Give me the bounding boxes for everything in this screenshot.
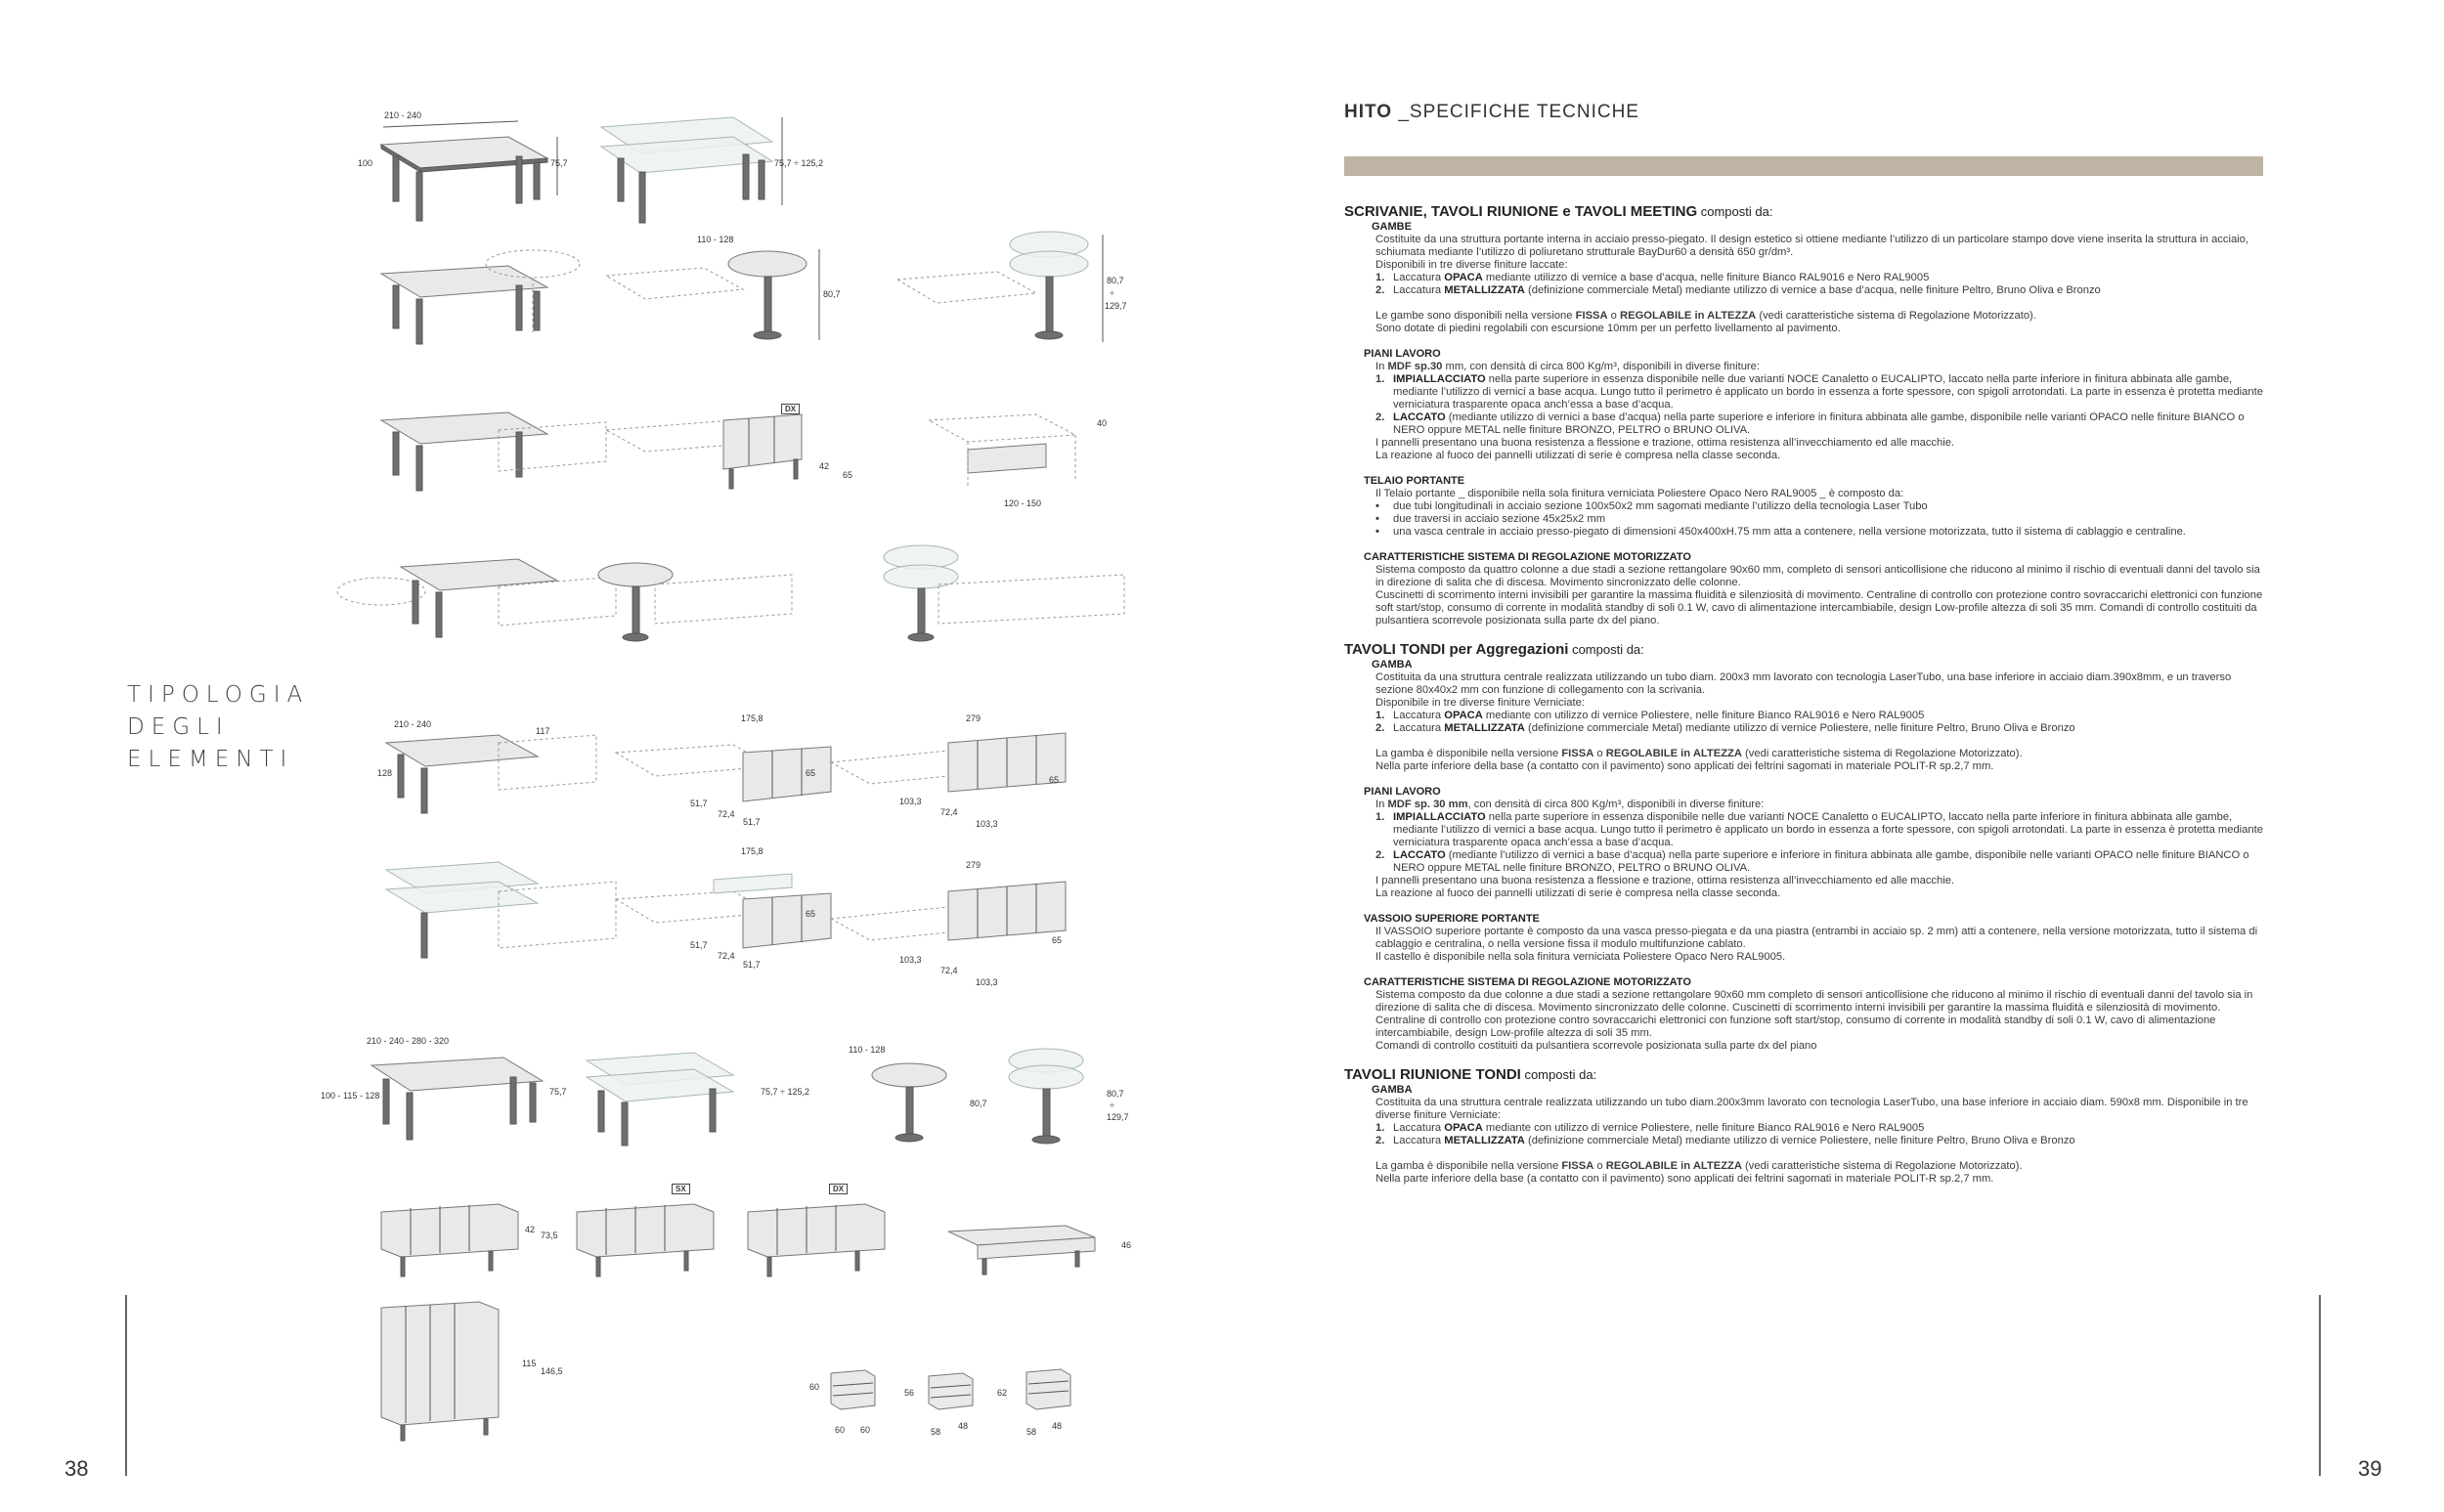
drawing-low-bench: [948, 1226, 1095, 1274]
spec-section-round-meeting-tables: [1344, 1066, 2263, 1186]
dim-label: 72,4: [718, 809, 735, 819]
drawing-desk-fixed: [381, 121, 557, 221]
dim-label: 72,4: [940, 807, 958, 817]
list-item: 1. Laccatura OPACA mediante con utilizzo di vernice Poliestere, nelle finiture Bianco RAL9016 e Nero RAL9005: [1375, 1122, 1925, 1134]
dim-label: 120 - 150: [1004, 498, 1042, 508]
dim-label: 75,7 ÷ 125,2: [761, 1087, 809, 1097]
brand-name: HITO: [1344, 102, 1393, 122]
section-title-line-3: ELEMENTI: [127, 747, 294, 772]
dim-label: 146,5: [541, 1366, 563, 1376]
dim-label: 51,7: [743, 960, 761, 970]
dim-label: 117: [536, 726, 550, 736]
dim-label: 56: [904, 1388, 915, 1398]
dim-label: 65: [806, 768, 816, 778]
dim-label: 100: [358, 158, 373, 168]
dim-label: 48: [1052, 1421, 1063, 1431]
list-item: 2. Laccatura METALLIZZATA (definizione commerciale Metal) mediante utilizzo di vernice a base d’acqua, nelle finiture Peltro, Bruno Oliva e Bronzo: [1375, 284, 2101, 296]
drawing-desk-adjustable: [601, 117, 782, 223]
dim-label: 210 - 240 - 280 - 320: [367, 1036, 450, 1046]
section-heading: TAVOLI RIUNIONE TONDI composti da:: [1344, 1066, 1597, 1083]
subheading-gamba: GAMBA: [1372, 1084, 1413, 1096]
dim-label: 72,4: [718, 951, 735, 961]
dim-label: 51,7: [743, 817, 761, 827]
paragraph: Costituita da una struttura centrale realizzata utilizzando un tubo diam. 200x3 mm lavorato con tecnologia LaserTubo, una base inferiore in acciaio diam.390x8mm, e un traverso sezione 80x40x2 mm con funzione di collegamento con la scrivania.: [1375, 671, 2232, 696]
paragraph: Il castello è disponibile nella sola finitura verniciata Poliestere Opaco Nero RAL9005.: [1375, 951, 1786, 963]
page-title-suffix: _SPECIFICHE TECNICHE: [1392, 102, 1639, 122]
dim-label: 103,3: [976, 977, 998, 987]
subheading-piani: PIANI LAVORO: [1364, 348, 1441, 360]
drawing-round-table-fixed: [606, 249, 819, 340]
list-item: 1. Laccatura OPACA mediante con utilizzo di vernice Poliestere, nelle finiture Bianco RAL9016 e Nero RAL9005: [1375, 710, 1925, 721]
dim-label: 42: [525, 1225, 536, 1234]
right-margin-rule: [2319, 1295, 2321, 1476]
tag-sx: SX: [672, 1184, 690, 1194]
paragraph: Sono dotate di piedini regolabili con escursione 10mm per un perfetto livellamento al pavimento.: [1375, 323, 1841, 334]
product-drawings: [323, 98, 1202, 1466]
drawing-bench-175: [616, 745, 831, 801]
drawing-desk-adjustable-with-side-unit: [386, 862, 616, 958]
spec-section-round-tables: [1344, 641, 2263, 1053]
drawing-round-table-aggregation-adjustable: [884, 545, 1124, 641]
drawing-sideboard-dx: [748, 1204, 885, 1276]
paragraph: Il Telaio portante _ disponibile nella sola finitura verniciata Poliestere Opaco Nero RAL9005 _ è composto da:: [1375, 488, 1904, 499]
drawing-round-meeting-fixed: [872, 1063, 946, 1142]
drawing-round-meeting-adjustable: [1009, 1049, 1083, 1144]
paragraph: I pannelli presentano una buona resistenza a flessione e trazione, ottima resistenza all’invecchiamento ed alle macchie.: [1375, 875, 1955, 886]
dim-label: 100 - 115 - 128: [321, 1091, 380, 1101]
subheading-vassoio: VASSOIO SUPERIORE PORTANTE: [1364, 913, 1540, 925]
paragraph: Cuscinetti di scorrimento interni invisibili per garantire la massima fluidità e silenziosità di movimento. Centraline di controllo con protezione contro sovraccarichi elettronici con funzione soft start/stop, consumo di corrente in modalità standby di soli 0.1 W, cavo di alimentazione intercambiabile, design Low-profile altezza di soli 35 mm. Comandi di controllo costituiti da pulsantiera scorrevole posizionata sulla parte dx del piano.: [1375, 589, 2263, 626]
dim-label: 65: [1052, 935, 1063, 945]
dim-label: 65: [806, 909, 816, 919]
drawing-desk-with-credenza: [381, 412, 606, 491]
paragraph: In MDF sp.30 mm, con densità di circa 800 Kg/m³, disponibili in diverse finiture:: [1375, 361, 1760, 372]
dim-label: 60: [835, 1425, 846, 1435]
paragraph: Costituite da una struttura portante interna in acciaio presso-piegato. Il design estetico si ottiene mediante l’utilizzo di un particolare stampo dove viene inserita la struttura in acciaio, schiumata mediante l’utilizzo di poliuretano strutturale BayDur60 a densità 650 gr/dm³.: [1375, 234, 2249, 258]
drawing-sideboard-sx: [577, 1204, 714, 1276]
dim-label: 73,5: [541, 1231, 558, 1240]
section-title-line-2: DEGLI: [127, 714, 230, 740]
dim-label: 62: [997, 1388, 1008, 1398]
dim-label: 279: [966, 713, 982, 723]
dim-label: 175,8: [741, 713, 764, 723]
paragraph: Disponibile in tre diverse finiture Verniciate:: [1375, 697, 1585, 709]
section-title-line-1: TIPOLOGIA: [127, 682, 310, 708]
dim-label: 128: [377, 768, 393, 778]
tag-dx: DX: [781, 404, 800, 414]
bullet-item: • due traversi in acciaio sezione 45x25x2 mm: [1375, 513, 1606, 525]
subheading-gambe: GAMBE: [1372, 221, 1412, 233]
drawing-round-table-adjustable: [897, 232, 1103, 342]
subheading-telaio: TELAIO PORTANTE: [1364, 475, 1465, 487]
dim-label: 80,7: [1107, 1089, 1124, 1099]
dim-label: 58: [931, 1427, 941, 1437]
dim-label: 110 - 128: [849, 1045, 886, 1055]
list-item: 1. IMPIALLACCIATO nella parte superiore in essenza disponibile nelle due varianti NOCE Canaletto o EUCALIPTO, laccato nella parte inferiore in finitura abbinata alle gambe, mediante l’utilizzo di vernici a base acqua. Lungo tutto il perimetro è applicato un bordo in essenza a forte spessore, con spigoli arrotondati. La parte in essenza è protetta mediante verniciatura trasparente opaca anch’essa a base d’acqua.: [1375, 373, 2263, 410]
tag-dx: DX: [829, 1184, 848, 1194]
dim-label: 51,7: [690, 940, 708, 950]
dim-label: 40: [1097, 418, 1108, 428]
dim-label: 75,7: [550, 158, 568, 168]
dim-label: 60: [809, 1382, 820, 1392]
dim-label: 279: [966, 860, 982, 870]
paragraph: La gamba è disponibile nella versione FISSA o REGOLABILE in ALTEZZA (vedi caratteristiche sistema di Regolazione Motorizzato).: [1375, 748, 2023, 759]
dim-label: 80,7: [1107, 276, 1124, 285]
drawing-desk-with-round-table: [381, 250, 580, 344]
dim-label: 48: [958, 1421, 969, 1431]
drawing-bench-279: [831, 733, 1066, 792]
list-item: 2. LACCATO (mediante utilizzo di vernici a base d’acqua) nella parte superiore e inferiore in finitura abbinata alle gambe, disponibile nelle varianti OPACO nelle finiture BIANCO o NERO oppure METAL nelle finiture BRONZO, PELTRO o BRUNO OLIVA.: [1375, 411, 2245, 436]
dim-label: 42: [819, 461, 830, 471]
dim-label: 103,3: [899, 955, 922, 965]
dim-label: 46: [1121, 1240, 1132, 1250]
drawing-meeting-table-fixed: [371, 1058, 543, 1140]
dim-label: 175,8: [741, 846, 764, 856]
paragraph: In MDF sp. 30 mm, con densità di circa 800 Kg/m³, disponibili in diverse finiture:: [1375, 799, 1765, 810]
dim-label: 65: [1049, 775, 1060, 785]
list-item: 1. Laccatura OPACA mediante utilizzo di vernice a base d’acqua, nelle finiture Bianco RAL9016 e Nero RAL9005: [1375, 272, 1930, 283]
drawing-drawer-units: [831, 1369, 1070, 1409]
dim-label: 103,3: [976, 819, 998, 829]
subheading-caratteristiche: CARATTERISTICHE SISTEMA DI REGOLAZIONE MOTORIZZATO: [1364, 551, 1691, 563]
paragraph: Nella parte inferiore della base (a contatto con il pavimento) sono applicati dei feltrini sagomati in materiale POLIT-R sp.2,7 mm.: [1375, 760, 1994, 772]
bullet-item: • due tubi longitudinali in acciaio sezione 100x50x2 mm sagomati mediante l’utilizzo della tecnologia Laser Tubo: [1375, 500, 1928, 512]
paragraph: Il VASSOIO superiore portante è composto da una vasca presso-piegata e da una piastra (entrambi in acciaio sp. 2 mm) atti a contenere, nella versione motorizzata, tutto il sistema di cablaggio e centralina, o nella versione fissa il modulo multifunzione cablato.: [1375, 926, 2258, 950]
paragraph: La reazione al fuoco dei pannelli utilizzati di serie è compresa nella classe seconda.: [1375, 450, 1781, 461]
paragraph: Comandi di controllo costituiti da pulsantiera scorrevole posizionata sulla parte dx del piano: [1375, 1040, 1817, 1052]
list-item: 2. Laccatura METALLIZZATA (definizione commerciale Metal) mediante utilizzo di vernice Poliestere, nelle finiture Peltro, Bruno Oliva e Bronzo: [1375, 722, 2075, 734]
paragraph: Costituita da una struttura centrale realizzata utilizzando un tubo diam.200x3mm lavorato con tecnologia LaserTubo, una base inferiore in acciaio diam. 590x8 mm. Disponibile in tre diverse finiture Verniciate:: [1375, 1097, 2248, 1121]
left-margin-rule: [125, 1295, 127, 1476]
drawing-sideboard: [381, 1204, 518, 1276]
drawing-meeting-table-adjustable: [587, 1053, 733, 1145]
dim-label: 58: [1026, 1427, 1037, 1437]
drawing-credenza-dx: [606, 414, 802, 489]
dim-label: 103,3: [899, 797, 922, 806]
drawing-bench-279-adjustable: [831, 882, 1066, 940]
drawing-round-table-aggregation-fixed: [598, 563, 792, 641]
dim-label: 75,7 ÷ 125,2: [774, 158, 823, 168]
paragraph: Sistema composto da due colonne a due stadi a sezione rettangolare 90x60 mm completo di sensori anticollisione che riducono al minimo il rischio di eventuali danni del tavolo sia in direzione di salita che di discesa. Movimento sincronizzato delle colonne. Cuscinetti di scorrimento interni invisibili per garantire la massima fluidità e silenziosità di movimento. Centraline di controllo con protezione contro sovraccarichi elettronici con funzione soft start/stop, consumo di corrente in modalità standby di soli 0.1 W, cavo di alimentazione intercambiabile, design Low-profile altezza di soli 35 mm.: [1375, 989, 2253, 1039]
dim-label: 115: [522, 1359, 537, 1368]
subheading-piani: PIANI LAVORO: [1364, 786, 1441, 798]
paragraph: Disponibili in tre diverse finiture laccate:: [1375, 259, 1568, 271]
section-title: [127, 679, 309, 776]
dim-label: 210 - 240: [394, 719, 432, 729]
paragraph: Sistema composto da quattro colonne a due stadi a sezione rettangolare 90x60 mm, completo di sensori anticollisione che riducono al minimo il rischio di eventuali danni del tavolo sia in direzione di salita che di discesa. Movimento sincronizzato delle colonne.: [1375, 564, 2260, 588]
dim-label: 75,7: [549, 1087, 567, 1097]
drawing-desk-modesty-panel: [929, 414, 1075, 489]
dim-label: 110 - 128: [697, 235, 734, 244]
dim-label: 210 - 240: [384, 110, 422, 120]
subheading-caratteristiche: CARATTERISTICHE SISTEMA DI REGOLAZIONE MOTORIZZATO: [1364, 976, 1691, 988]
drawing-desk-round-aggregation: [337, 559, 616, 637]
dim-label: 65: [843, 470, 853, 480]
drawing-bench-175-adjustable: [616, 874, 831, 948]
spec-text: [1344, 203, 2263, 1186]
dim-label: ÷: [1110, 1101, 1114, 1110]
list-item: 2. LACCATO (mediante l’utilizzo di vernici a base d’acqua) nella parte superiore e inferiore in finitura abbinata alle gambe, disponibile nelle varianti OPACO nelle finiture BIANCO o NERO oppure METAL nelle finiture BRONZO, PELTRO o BRUNO OLIVA.: [1375, 849, 2249, 874]
list-item: 1. IMPIALLACCIATO nella parte superiore in essenza disponibile nelle due varianti NOCE Canaletto o EUCALIPTO, laccato nella parte inferiore in finitura abbinata alle gambe, mediante l’utilizzo di vernici a base acqua. Lungo tutto il perimetro è applicato un bordo in essenza a forte spessore, con spigoli arrotondati. La parte in essenza è protetta mediante verniciatura trasparente opaca anch’essa a base d’acqua.: [1375, 811, 2263, 848]
dim-label: 80,7: [970, 1099, 987, 1108]
dim-label: 80,7: [823, 289, 841, 299]
drawing-tall-cabinet: [381, 1302, 499, 1441]
paragraph: La reazione al fuoco dei pannelli utilizzati di serie è compresa nella classe seconda.: [1375, 887, 1781, 899]
list-item: 2. Laccatura METALLIZZATA (definizione commerciale Metal) mediante utilizzo di vernice Poliestere, nelle finiture Peltro, Bruno Oliva e Bronzo: [1375, 1135, 2075, 1146]
section-heading: TAVOLI TONDI per Aggregazioni composti da:: [1344, 641, 1644, 658]
dim-label: 60: [860, 1425, 871, 1435]
paragraph: La gamba è disponibile nella versione FISSA o REGOLABILE in ALTEZZA (vedi caratteristiche sistema di Regolazione Motorizzato).: [1375, 1160, 2023, 1172]
page-number-left: 38: [65, 1456, 89, 1481]
spec-section-desks: [1344, 203, 2263, 627]
section-heading: SCRIVANIE, TAVOLI RIUNIONE e TAVOLI MEETING composti da:: [1344, 203, 1773, 220]
drawing-desk-with-side-unit: [386, 735, 596, 813]
dim-label: 51,7: [690, 799, 708, 808]
subheading-gamba: GAMBA: [1372, 659, 1413, 670]
bullet-item: • una vasca centrale in acciaio presso-piegato di dimensioni 450x400xH.75 mm atta a contenere, nella versione motorizzata, tutto il sistema di cablaggio e centraline.: [1375, 526, 2186, 538]
paragraph: Nella parte inferiore della base (a contatto con il pavimento) sono applicati dei feltrini sagomati in materiale POLIT-R sp.2,7 mm.: [1375, 1173, 1994, 1185]
paragraph: Le gambe sono disponibili nella versione FISSA o REGOLABILE in ALTEZZA (vedi caratteristiche sistema di Regolazione Motorizzato).: [1375, 310, 2036, 322]
dim-label: 72,4: [940, 966, 958, 975]
dim-label: ÷: [1110, 288, 1114, 298]
page-number-right: 39: [2358, 1456, 2382, 1481]
page-title: [1344, 102, 1639, 123]
title-color-bar: [1344, 156, 2263, 176]
paragraph: I pannelli presentano una buona resistenza a flessione e trazione, ottima resistenza all’invecchiamento ed alle macchie.: [1375, 437, 1955, 449]
dim-label: 129,7: [1105, 301, 1127, 311]
dim-label: 129,7: [1107, 1112, 1129, 1122]
